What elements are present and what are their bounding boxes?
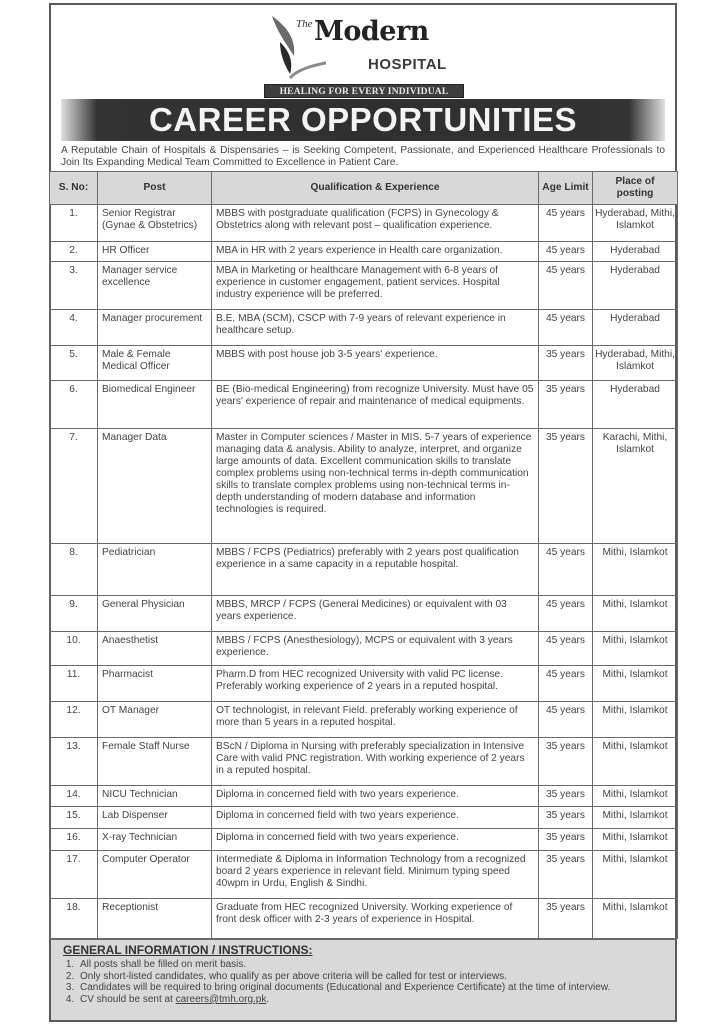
cell-sno: 17. [50,851,98,899]
table-row [50,262,678,310]
cell-qualification: Pharm.D from HEC recognized University with valid PC license. Preferably working experience of 2 years in a reputed hospital. [212,666,539,702]
cell-post: Manager Data [98,429,212,544]
header-qualification: Qualification & Experience [212,172,539,205]
cell-qualification: Diploma in concerned field with two years experience. [212,786,539,807]
table-row [50,429,678,544]
cell-age: 35 years [539,738,593,786]
table-row [50,786,678,807]
cell-post: Male & Female Medical Officer [98,346,212,381]
cell-sno: 16. [50,829,98,851]
cell-qualification: Diploma in concerned field with two years experience. [212,807,539,829]
header-age: Age Limit [539,172,593,205]
cell-place: Hyderabad [593,262,678,310]
cell-sno: 4. [50,310,98,346]
table-body [50,205,678,939]
cell-place: Karachi, Mithi, Islamkot [593,429,678,544]
cell-place: Mithi, Islamkot [593,738,678,786]
cell-qualification: BScN / Diploma in Nursing with preferably specialization in Intensive Care with valid PNC registration. With working experience of 2 years in a reputed hospital. [212,738,539,786]
table-row [50,346,678,381]
table-row [50,829,678,851]
header-sno: S. No: [50,172,98,205]
logo-tagline: HEALING FOR EVERY INDIVIDUAL [264,84,464,98]
cell-sno: 18. [50,899,98,939]
cell-qualification: MBA in Marketing or healthcare Management with 6-8 years of experience in customer engagement, patient services. Hospital industry experience will be preferred. [212,262,539,310]
cv-prefix: CV should be sent at [80,993,176,1005]
cell-age: 35 years [539,429,593,544]
jobs-table [49,171,678,939]
cell-age: 45 years [539,242,593,262]
cell-sno: 6. [50,381,98,429]
cell-place: Hyderabad [593,242,678,262]
cell-post: HR Officer [98,242,212,262]
cell-age: 35 years [539,829,593,851]
cell-qualification: MBBS with post house job 3-5 years' experience. [212,346,539,381]
instruction-item: 3. Candidates will be required to bring original documents (Educational and Experience Certificate) at the time of interview. [77,982,663,994]
table-row [50,205,678,242]
cell-sno: 11. [50,666,98,702]
table-header-row [50,172,678,205]
cell-age: 45 years [539,632,593,666]
table-row [50,596,678,632]
cell-place: Mithi, Islamkot [593,544,678,596]
cell-post: NICU Technician [98,786,212,807]
cell-age: 45 years [539,666,593,702]
cell-sno: 12. [50,702,98,738]
logo-the: The [296,18,313,30]
table-row [50,544,678,596]
page-title: CAREER OPPORTUNITIES [148,101,578,138]
cell-age: 45 years [539,596,593,632]
table-row [50,851,678,899]
header-place: Place of posting [593,172,678,205]
cell-sno: 13. [50,738,98,786]
careers-email-link[interactable]: careers@tmh.org.pk [175,993,267,1005]
cell-qualification: B.E, MBA (SCM), CSCP with 7-9 years of relevant experience in healthcare setup. [212,310,539,346]
cell-age: 45 years [539,262,593,310]
cell-place: Mithi, Islamkot [593,596,678,632]
cell-sno: 1. [50,205,98,242]
cell-sno: 10. [50,632,98,666]
cell-post: Female Staff Nurse [98,738,212,786]
cell-post: Pediatrician [98,544,212,596]
cell-place: Mithi, Islamkot [593,829,678,851]
cell-age: 45 years [539,702,593,738]
cell-post: X-ray Technician [98,829,212,851]
cell-age: 45 years [539,205,593,242]
cell-post: Computer Operator [98,851,212,899]
instruction-item: 2. Only short-listed candidates, who qualify as per above criteria will be called for test or interviews. [77,971,663,983]
general-information [49,939,677,1022]
logo-name: Modern [314,16,429,47]
cell-post: OT Manager [98,702,212,738]
cell-post: Lab Dispenser [98,807,212,829]
cell-place: Mithi, Islamkot [593,899,678,939]
cell-age: 45 years [539,544,593,596]
intro-text: A Reputable Chain of Hospitals & Dispensaries – is Seeking Competent, Passionate, and Experienced Healthcare Professionals to Join Its Expanding Medical Team Committed to Excellence in Patient Care. [61,145,665,168]
instructions-list [63,959,663,1005]
cell-age: 35 years [539,381,593,429]
cell-post: Pharmacist [98,666,212,702]
cell-qualification: Intermediate & Diploma in Information Technology from a recognized board 2 years experience in relevant field. Minimum typing speed 40wpm in Urdu, English & Sindhi. [212,851,539,899]
table-row [50,702,678,738]
cell-post: Receptionist [98,899,212,939]
cell-place: Mithi, Islamkot [593,851,678,899]
cell-age: 35 years [539,851,593,899]
instruction-item: 1. All posts shall be filled on merit basis. [77,959,663,971]
cell-post: Anaesthetist [98,632,212,666]
cell-age: 45 years [539,310,593,346]
cell-place: Mithi, Islamkot [593,786,678,807]
cell-qualification: MBA in HR with 2 years experience in Health care organization. [212,242,539,262]
cell-sno: 15. [50,807,98,829]
table-row [50,632,678,666]
cell-post: Manager procurement [98,310,212,346]
table-row [50,381,678,429]
cell-post: Biomedical Engineer [98,381,212,429]
cell-post: General Physician [98,596,212,632]
title-banner [61,99,665,141]
cell-age: 35 years [539,807,593,829]
cell-qualification: Diploma in concerned field with two years experience. [212,829,539,851]
cell-sno: 5. [50,346,98,381]
cell-sno: 7. [50,429,98,544]
cell-sno: 2. [50,242,98,262]
cell-qualification: OT technologist, in relevant Field. preferably working experience of more than 5 years in a reputed hospital. [212,702,539,738]
cell-qualification: Master in Computer sciences / Master in MIS. 5-7 years of experience managing data & analysis. Ability to analyze, interpret, and organize large amounts of data. Excellent communication skills to translate complex problems using non-technical terms in-depth communication skills to translate complex problems using non-technical terms in-depth understanding of modern database and information technologies is required. [212,429,539,544]
table-row [50,738,678,786]
cell-age: 35 years [539,899,593,939]
cell-qualification: MBBS, MRCP / FCPS (General Medicines) or equivalent with 03 years experience. [212,596,539,632]
cell-post: Manager service excellence [98,262,212,310]
header-post: Post [98,172,212,205]
cell-qualification: MBBS with postgraduate qualification (FCPS) in Gynecology & Obstetrics along with relevant post – qualification experience. [212,205,539,242]
cell-place: Mithi, Islamkot [593,632,678,666]
cell-sno: 9. [50,596,98,632]
instruction-item [77,994,663,1006]
cell-age: 35 years [539,786,593,807]
cell-place: Hyderabad [593,310,678,346]
table-row [50,242,678,262]
cell-place: Hyderabad [593,381,678,429]
cell-sno: 3. [50,262,98,310]
cell-age: 35 years [539,346,593,381]
logo-subtitle: HOSPITAL [368,56,447,73]
cell-place: Hyderabad, Mithi, Islamkot [593,205,678,242]
hospital-logo [256,6,468,97]
cell-qualification: BE (Bio-medical Engineering) from recognize University. Must have 05 years' experience of repair and maintenance of medical equipments. [212,381,539,429]
cell-place: Mithi, Islamkot [593,807,678,829]
table-row [50,310,678,346]
cell-qualification: Graduate from HEC recognized University. Working experience of front desk officer with 2-3 years of experience in Hospital. [212,899,539,939]
cell-qualification: MBBS / FCPS (Anesthesiology), MCPS or equivalent with 3 years experience. [212,632,539,666]
cell-sno: 14. [50,786,98,807]
general-heading: GENERAL INFORMATION / INSTRUCTIONS: [63,943,313,957]
cell-qualification: MBBS / FCPS (Pediatrics) preferably with 2 years post qualification experience in a same capacity in a reputable hospital. [212,544,539,596]
cell-place: Mithi, Islamkot [593,666,678,702]
cell-place: Mithi, Islamkot [593,702,678,738]
cell-place: Hyderabad, Mithi, Islamkot [593,346,678,381]
cell-post: Senior Registrar (Gynae & Obstetrics) [98,205,212,242]
table-row [50,666,678,702]
intro-paragraph [61,145,665,169]
table-row [50,899,678,939]
cv-suffix: . [266,993,270,1005]
table-row [50,807,678,829]
cell-sno: 8. [50,544,98,596]
